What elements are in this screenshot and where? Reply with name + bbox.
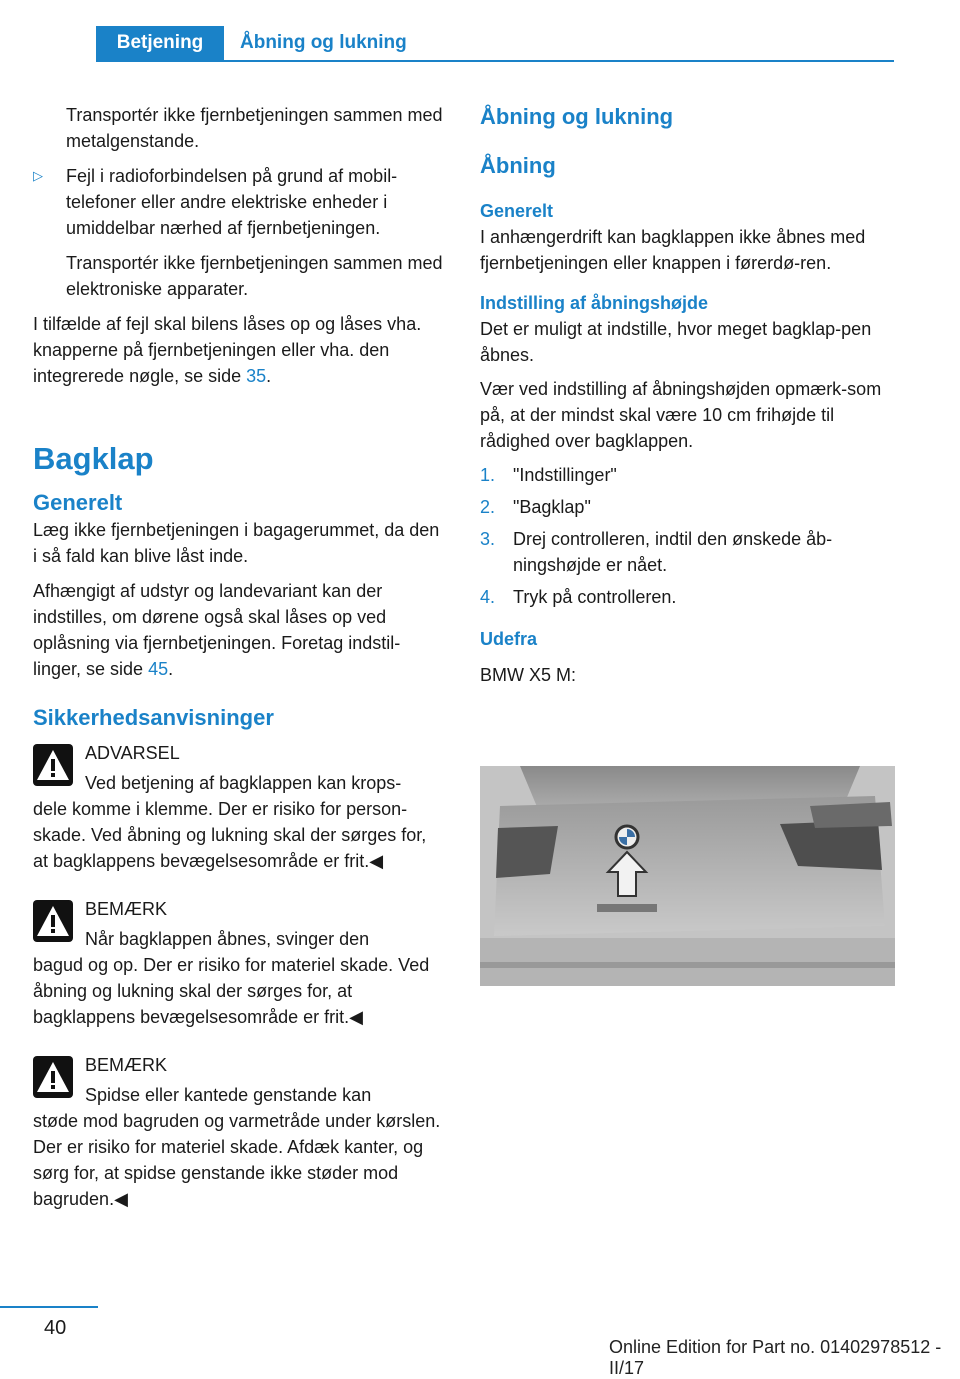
tailgate-illustration — [480, 766, 895, 986]
caption: BMW X5 M: — [480, 665, 577, 685]
notice-title: BEMÆRK — [85, 899, 168, 919]
notice-title: BEMÆRK — [85, 1055, 168, 1075]
notice-text: bagud og op. Der er risiko for materiel skade. Ved åbning og lukning skal der sørges for, at bagklappens bevægelsesområde er frit.◀ — [33, 955, 430, 1027]
subsection-heading: Sikkerhedsanvisninger — [33, 705, 274, 730]
paragraph: Læg ikke fjernbetjeningen i bagagerummet, da den i så fald kan blive låst inde. — [33, 520, 440, 566]
list-item: 4. Tryk på controlleren. — [480, 587, 677, 607]
minor-heading: Generelt — [480, 201, 554, 221]
list-item — [33, 163, 445, 241]
paragraph: Transportér ikke fjernbetjeningen sammen med elektroniske apparater. — [66, 253, 443, 299]
paragraph: Fejl i radioforbindelsen på grund af mobil-telefoner eller andre elektriske enheder i umiddelbar nærhed af fjernbetjeningen. — [66, 166, 398, 238]
breadcrumb: Åbning og lukning — [240, 32, 407, 53]
notice-text: støde mod bagruden og varmetråde under kørslen. Der er risiko for materiel skade. Afdæk kanter, og sørg for, at spidse genstande ikke støder mod bagruden.◀ — [33, 1111, 441, 1209]
minor-heading: Indstilling af åbningshøjde — [480, 293, 708, 313]
list-item: 1. "Indstillinger" — [480, 465, 617, 485]
paragraph: Transportér ikke fjernbetjeningen sammen med metalgenstande. — [66, 105, 443, 151]
paragraph: Det er muligt at indstille, hvor meget bagklap-pen åbnes. — [480, 319, 872, 365]
bumper-shadow — [480, 962, 895, 968]
warning-title: ADVARSEL — [85, 743, 180, 763]
edition-text: Online Edition for Part no. 01402978512 - II/17 — [609, 1337, 942, 1378]
notice-block — [33, 896, 445, 1030]
subsection-heading: Åbning — [480, 153, 556, 178]
footer-rule — [0, 1306, 98, 1308]
steps-list — [480, 462, 894, 610]
list-item: 3. Drej controlleren, indtil den ønskede åb-ningshøjde er nået. — [480, 529, 833, 575]
tail-light-right-outer — [810, 802, 892, 828]
warning-icon — [33, 1056, 73, 1098]
section-heading: Åbning og lukning — [480, 104, 674, 129]
page-link[interactable]: 45 — [148, 659, 169, 679]
warning-icon — [33, 744, 73, 786]
notice-block — [33, 1052, 445, 1212]
minor-heading: Udefra — [480, 629, 538, 649]
page-link[interactable]: 35 — [246, 366, 267, 386]
section-heading: Bagklap — [33, 441, 154, 476]
list-item: 2. "Bagklap" — [480, 497, 591, 517]
subsection-heading: Generelt — [33, 490, 123, 515]
right-column — [480, 102, 894, 688]
notice-text: Når bagklappen åbnes, svinger den — [85, 929, 370, 949]
warning-text: Ved betjening af bagklappen kan krops- — [85, 773, 402, 793]
header-rule — [96, 60, 894, 62]
chapter-tab[interactable]: Betjening — [96, 26, 224, 60]
paragraph: I tilfælde af fejl skal bilens låses op og låses vha. knapperne på fjernbetjeningen eller vha. den integrerede nøgle, se side 35. — [33, 314, 422, 386]
paragraph: Vær ved indstilling af åbningshøjden opmærk-som på, at der mindst skal være 10 cm frihøjde til rådighed over bagklappen. — [480, 379, 882, 451]
left-column — [33, 102, 445, 1212]
paragraph: I anhængerdrift kan bagklappen ikke åbnes med fjernbetjeningen eller knappen i førerdø-ren. — [480, 227, 866, 273]
warning-text: dele komme i klemme. Der er risiko for person-skade. Ved åbning og lukning skal der sørges for, at bagklappens bevægelsesområde er frit.◀ — [33, 799, 427, 871]
paragraph: Afhængigt af udstyr og landevariant kan der indstilles, om dørene også skal låses op ved oplåsning via fjernbetjeningen. Foretag indstil-linger, se side 45. — [33, 581, 401, 679]
notice-text: Spidse eller kantede genstande kan — [85, 1085, 372, 1105]
triangle-bullet-icon: ▷ — [33, 168, 43, 183]
warning-icon — [33, 900, 73, 942]
page-number: 40 — [44, 1317, 67, 1339]
handle-recess — [597, 904, 657, 912]
tail-light-left — [496, 826, 558, 878]
warning-block — [33, 740, 445, 874]
